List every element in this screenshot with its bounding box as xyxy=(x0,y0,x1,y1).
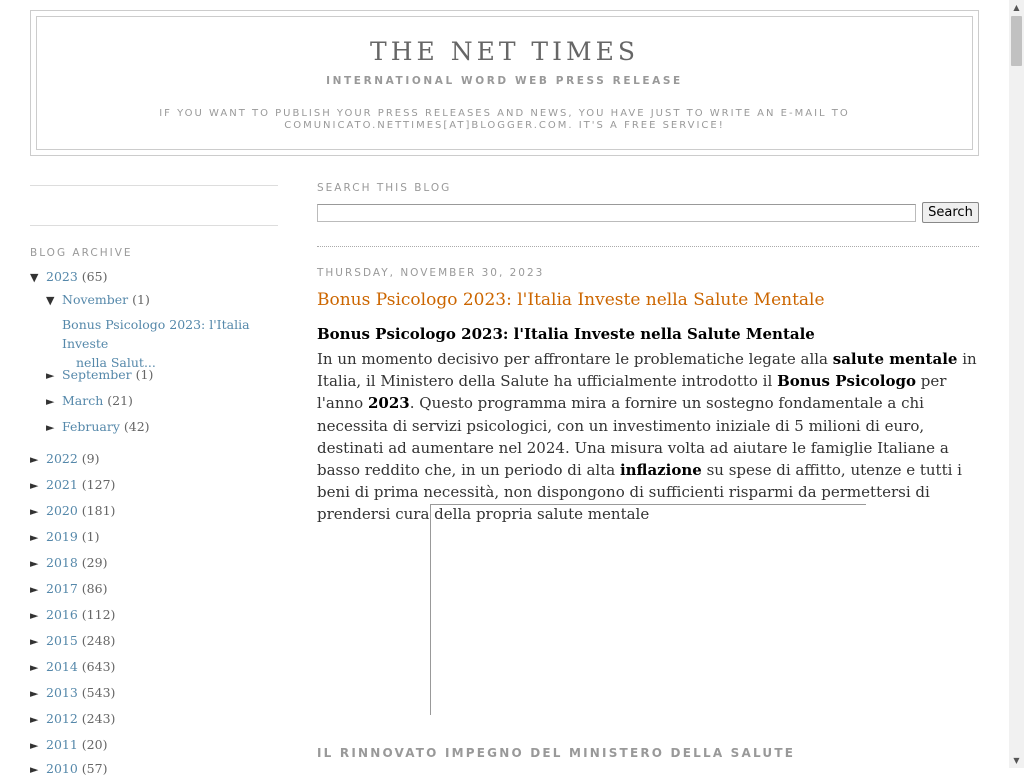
post-date-header: THURSDAY, NOVEMBER 30, 2023 xyxy=(317,267,545,279)
expanded-arrow-icon[interactable]: ▼ xyxy=(46,294,55,307)
archive-month-february xyxy=(46,419,150,434)
archive-year-link[interactable]: 2019 xyxy=(46,529,78,544)
archive-post-title-line2[interactable]: nella Salut... xyxy=(76,355,156,370)
archive-year-link[interactable]: 2020 xyxy=(46,503,78,518)
post-text: su spese di affitto, utenze e tutti i beni di prima necessità, non dispongono di sufficienti risparmi da permettersi di prendersi cura della propria salute mentale xyxy=(317,461,962,524)
archive-count: (181) xyxy=(81,503,116,518)
archive-year-2020 xyxy=(30,503,115,518)
collapsed-arrow-icon[interactable]: ► xyxy=(30,739,39,752)
archive-month-link[interactable]: September xyxy=(62,367,132,382)
archive-count: (643) xyxy=(81,659,116,674)
archive-count: (112) xyxy=(81,607,116,622)
archive-year-2023 xyxy=(30,269,107,284)
archive-year-link[interactable]: 2021 xyxy=(46,477,78,492)
post-text: per l'anno xyxy=(317,372,947,413)
archive-year-link[interactable]: 2018 xyxy=(46,555,78,570)
collapsed-arrow-icon[interactable]: ► xyxy=(30,453,39,466)
archive-count: (1) xyxy=(135,367,154,382)
archive-year-2013 xyxy=(30,685,115,700)
archive-month-link[interactable]: March xyxy=(62,393,104,408)
scrollbar-thumb[interactable] xyxy=(1011,16,1022,66)
collapsed-arrow-icon[interactable]: ► xyxy=(30,609,39,622)
archive-year-link[interactable]: 2022 xyxy=(46,451,78,466)
blog-subtitle: INTERNATIONAL WORD WEB PRESS RELEASE xyxy=(326,75,683,87)
archive-year-2018 xyxy=(30,555,107,570)
post-text: In un momento decisivo per affrontare le problematiche legate alla xyxy=(317,350,833,368)
archive-count: (248) xyxy=(81,633,116,648)
archive-count: (1) xyxy=(132,292,150,307)
archive-year-link[interactable]: 2013 xyxy=(46,685,78,700)
archive-count: (57) xyxy=(81,761,108,776)
collapsed-arrow-icon[interactable]: ► xyxy=(46,395,55,408)
archive-count: (543) xyxy=(81,685,116,700)
collapsed-arrow-icon[interactable]: ► xyxy=(30,531,39,544)
post-body xyxy=(317,348,979,526)
blog-header xyxy=(30,10,979,156)
archive-year-2017 xyxy=(30,581,107,596)
section-divider xyxy=(317,246,979,247)
archive-post-link[interactable] xyxy=(62,315,278,372)
archive-year-2019 xyxy=(30,529,100,544)
collapsed-arrow-icon[interactable]: ► xyxy=(30,557,39,570)
post-text: . Questo programma mira a fornire un sostegno fondamentale a chi necessita di servizi psicologici, con un investimento iniziale di 5 milioni di euro, destinati ad aumentare nel 2024. Una misura volta ad aiutare le famiglie Italiane a basso reddito che, in un periodo di alta xyxy=(317,394,949,480)
scroll-up-arrow-icon[interactable]: ▲ xyxy=(1013,3,1020,12)
collapsed-arrow-icon[interactable]: ► xyxy=(30,583,39,596)
post-bold-text: salute mentale xyxy=(832,350,958,368)
post-text: in Italia, il Ministero della Salute ha ufficialmente introdotto il xyxy=(317,350,977,391)
archive-year-2011 xyxy=(30,737,107,752)
archive-year-2016 xyxy=(30,607,115,622)
archive-year-2014 xyxy=(30,659,115,674)
post-title-link[interactable]: Bonus Psicologo 2023: l'Italia Investe nella Salute Mentale xyxy=(317,290,825,310)
collapsed-arrow-icon[interactable]: ► xyxy=(30,635,39,648)
archive-count: (9) xyxy=(81,451,100,466)
archive-year-2021 xyxy=(30,477,115,492)
expanded-arrow-icon[interactable]: ▼ xyxy=(30,271,39,284)
blog-title[interactable]: THE NET TIMES xyxy=(370,37,639,66)
archive-year-link[interactable]: 2012 xyxy=(46,711,78,726)
collapsed-arrow-icon[interactable]: ► xyxy=(30,687,39,700)
archive-count: (86) xyxy=(81,581,108,596)
search-input[interactable] xyxy=(317,204,916,222)
archive-month-link[interactable]: February xyxy=(62,419,120,434)
post-bold-text: 2023 xyxy=(367,394,410,413)
post-section-heading: IL RINNOVATO IMPEGNO DEL MINISTERO DELLA SALUTE xyxy=(317,746,796,760)
sidebar-divider xyxy=(30,185,278,186)
post-bold-text: Bonus Psicologo xyxy=(777,372,916,391)
archive-year-link[interactable]: 2011 xyxy=(46,737,78,752)
collapsed-arrow-icon[interactable]: ► xyxy=(30,505,39,518)
archive-year-2022 xyxy=(30,451,100,466)
archive-year-2015 xyxy=(30,633,115,648)
collapsed-arrow-icon[interactable]: ► xyxy=(30,763,39,776)
collapsed-arrow-icon[interactable]: ► xyxy=(30,661,39,674)
archive-month-march xyxy=(46,393,133,408)
archive-month-november xyxy=(46,292,150,307)
collapsed-arrow-icon[interactable]: ► xyxy=(30,713,39,726)
scroll-down-arrow-icon[interactable]: ▼ xyxy=(1013,756,1020,765)
collapsed-arrow-icon[interactable]: ► xyxy=(46,421,55,434)
blog-description: IF YOU WANT TO PUBLISH YOUR PRESS RELEASES AND NEWS, YOU HAVE JUST TO WRITE AN E-MAIL TO COMUNICATO.NETTIMES[AT]BLOGGER.COM. IT'S A FREE SERVICE! xyxy=(159,108,850,131)
archive-month-link[interactable]: November xyxy=(62,292,129,307)
archive-count: (20) xyxy=(81,737,108,752)
archive-count: (127) xyxy=(81,477,116,492)
archive-count: (42) xyxy=(123,419,150,434)
blog-archive-heading: BLOG ARCHIVE xyxy=(30,247,133,259)
archive-post-title-line1[interactable]: Bonus Psicologo 2023: l'Italia Investe xyxy=(62,317,250,351)
archive-count: (65) xyxy=(81,269,108,284)
archive-year-link[interactable]: 2014 xyxy=(46,659,78,674)
archive-count: (21) xyxy=(107,393,133,408)
search-button[interactable]: Search xyxy=(922,202,979,223)
header-inner-frame xyxy=(36,16,973,150)
archive-year-2012 xyxy=(30,711,115,726)
search-heading: SEARCH THIS BLOG xyxy=(317,182,452,194)
post-subtitle: Bonus Psicologo 2023: l'Italia Investe nella Salute Mentale xyxy=(317,325,815,343)
archive-count: (243) xyxy=(81,711,116,726)
sidebar-divider xyxy=(30,225,278,226)
archive-year-link[interactable]: 2016 xyxy=(46,607,78,622)
collapsed-arrow-icon[interactable]: ► xyxy=(30,479,39,492)
collapsed-arrow-icon[interactable]: ► xyxy=(46,369,55,382)
archive-year-2010 xyxy=(30,761,107,776)
archive-year-link[interactable]: 2015 xyxy=(46,633,78,648)
archive-year-link[interactable]: 2010 xyxy=(46,761,78,776)
post-image-placeholder xyxy=(430,504,866,715)
archive-year-link[interactable]: 2017 xyxy=(46,581,78,596)
post-bold-text: inflazione xyxy=(619,461,702,480)
archive-count: (29) xyxy=(81,555,108,570)
archive-month-september xyxy=(46,367,153,382)
page-scrollbar[interactable] xyxy=(1009,0,1024,768)
archive-year-link[interactable]: 2023 xyxy=(46,269,78,284)
archive-count: (1) xyxy=(81,529,100,544)
